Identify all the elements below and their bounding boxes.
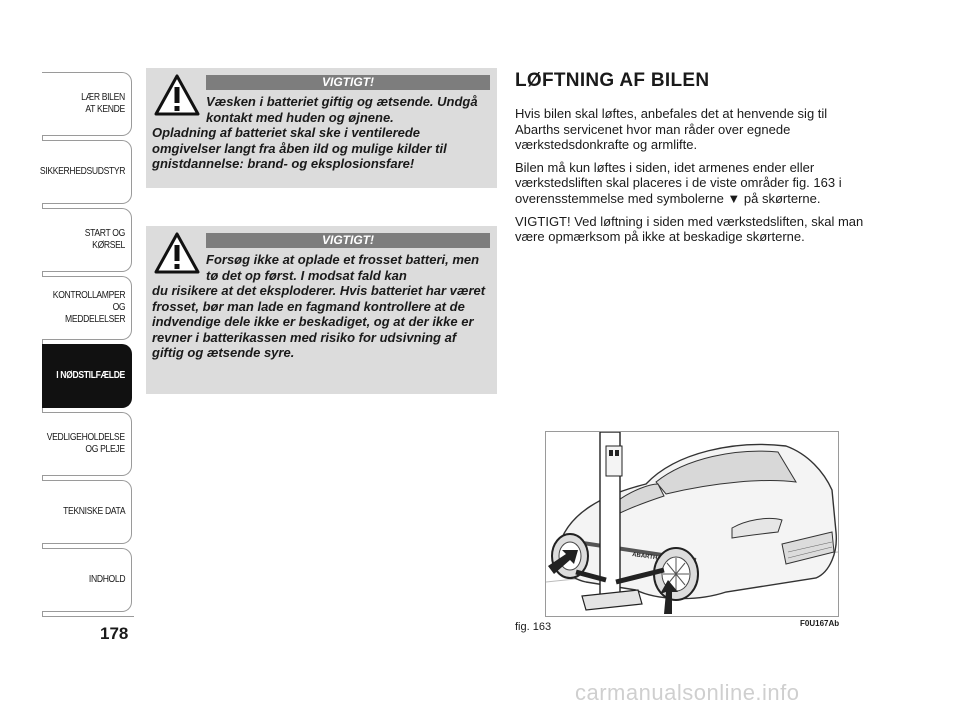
warning-text (152, 94, 487, 172)
section-body (515, 106, 870, 252)
sidebar-bottom-rule (42, 616, 134, 617)
paragraph: Hvis bilen skal løftes, anbefales det at henvende sig til Abarths servicenet hvor man råder over egnede værkstedsdonkrafte og armlifte. (515, 106, 828, 153)
warning-triangle-icon (154, 232, 200, 274)
tab-indhold[interactable]: INDHOLD (42, 548, 132, 612)
warning-text-lead: Forsøg ikke at oplade et frosset batteri, men tø det op først. I modsat fald kan (206, 252, 480, 283)
figure-code: F0U167Ab (800, 619, 840, 628)
paragraph: Bilen må kun løftes i siden, idet armenes ender eller værkstedsliften skal placeres i de viste områder fig. 163 i overensstemmelse med symbolerne ▼ på skørterne. (515, 159, 842, 206)
warning-text (152, 252, 487, 361)
warning-text-lead: Væsken i batteriet giftig og ætsende. Undgå kontakt med huden og øjnene. (206, 94, 478, 125)
tab-laer-bilen-at-kende[interactable]: LÆR BILEN AT KENDE (42, 72, 132, 136)
warning-text-rest: du risikere at det eksploderer. Hvis batteriet har været frosset, bør man lade en fagmand kontrollere at de indvendige dele ikke er beskadiget, og at der ikke er revner i batterikassen med risiko for udsivning af giftig og ætsende syre. (152, 283, 486, 360)
car-side-badge: ABARTH (631, 552, 658, 562)
tab-kontrollamper[interactable]: KONTROLLAMPER OG MEDDELELSER (42, 276, 132, 340)
warning-heading: VIGTIGT! (206, 233, 490, 248)
warning-triangle-icon (154, 74, 200, 116)
car-on-lift-drawing (546, 432, 838, 616)
tab-i-nodstilfaelde[interactable]: I NØDSTILFÆLDE (42, 344, 132, 408)
tab-tekniske-data[interactable]: TEKNISKE DATA (42, 480, 132, 544)
tab-vedligeholdelse[interactable]: VEDLIGEHOLDELSE OG PLEJE (42, 412, 132, 476)
watermark: carmanualsonline.info (575, 680, 800, 705)
warning-box-battery-acid (146, 68, 497, 188)
paragraph: VIGTIGT! Ved løftning i siden med værkstedsliften, skal man være opmærksom på ikke at beskadige skørterne. (515, 213, 864, 245)
warning-box-frozen-battery (146, 226, 497, 394)
tab-sikkerhedsudstyr[interactable]: SIKKERHEDSUDSTYR (42, 140, 132, 204)
figure-caption: fig. 163 (515, 621, 552, 633)
warning-heading: VIGTIGT! (206, 75, 490, 90)
section-title: LØFTNING AF BILEN (515, 70, 710, 91)
page-number: 178 (100, 624, 129, 643)
tab-start-og-korsel[interactable]: START OG KØRSEL (42, 208, 132, 272)
warning-text-rest: Opladning af batteriet skal ske i ventilerede omgivelser langt fra åben ild og mulige kilder til gnistdannelse: brand- og eksplosionsfare! (152, 125, 447, 171)
car-lift-illustration (545, 431, 839, 617)
